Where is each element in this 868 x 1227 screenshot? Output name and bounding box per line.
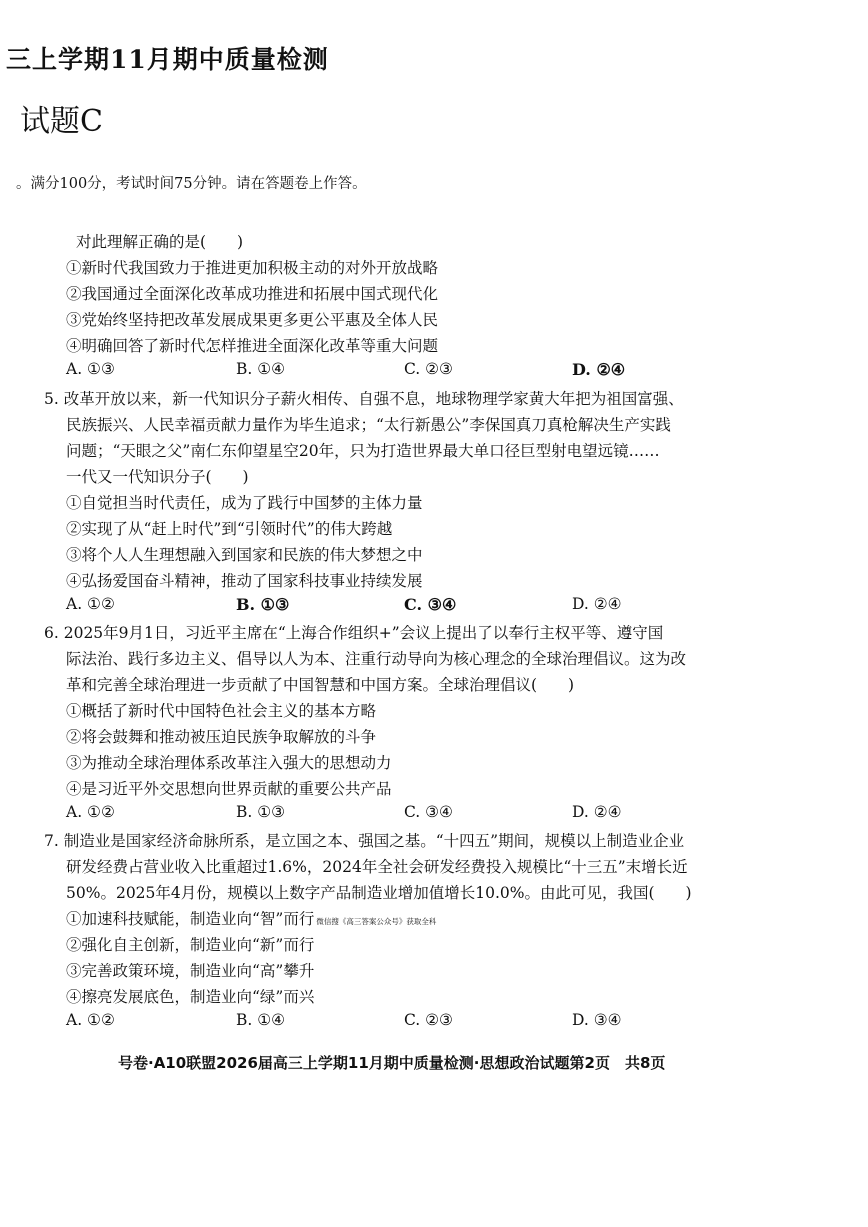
exam-note: 。满分100分，考试时间75分钟。请在答题卷上作答。 (16, 176, 367, 192)
q7-option-a: A. ①② (66, 1011, 115, 1029)
q4-option-b: B. ①④ (236, 360, 286, 378)
q7-item-1-text: ①加速科技赋能，制造业向“智”而行 (66, 910, 315, 928)
q6-option-c: C. ③④ (404, 803, 453, 821)
q6-item-2: ②将会鼓舞和推动被压迫民族争取解放的斗争 (66, 728, 377, 746)
q4-option-c: C. ②③ (404, 360, 453, 378)
q6-line-2: 际法治、践行多边主义、倡导以人为本、注重行动导向为核心理念的全球治理倡议。这为改 (66, 650, 687, 668)
q7-item-2: ②强化自主创新，制造业向“新”而行 (66, 936, 315, 954)
q7-item-4: ④擦亮发展底色，制造业向“绿”而兴 (66, 988, 315, 1006)
q4-option-d: D. ②④ (572, 360, 626, 379)
q7-line-1: 7. 制造业是国家经济命脉所系，是立国之本、强国之基。“十四五”期间，规模以上制造业企业 (44, 832, 685, 850)
q5-item-1: ①自觉担当时代责任，成为了践行中国梦的主体力量 (66, 494, 423, 512)
q7-line-2: 研发经费占营业收入比重超过1.6%，2024年全社会研发经费投入规模比“十三五”末增长近 (66, 858, 688, 876)
q7-option-d: D. ③④ (572, 1011, 622, 1029)
q6-option-d: D. ②④ (572, 803, 622, 821)
exam-subtitle: 试题C (20, 104, 103, 139)
exam-title: 三上学期11月期中质量检测 (6, 45, 329, 74)
q4-option-a: A. ①③ (66, 360, 115, 378)
q4-item-3: ③党始终坚持把改革发展成果更多更公平惠及全体人民 (66, 311, 439, 329)
q4-item-4: ④明确回答了新时代怎样推进全面深化改革等重大问题 (66, 337, 439, 355)
q6-option-b: B. ①③ (236, 803, 286, 821)
q7-option-b: B. ①④ (236, 1011, 286, 1029)
q5-line-3: 问题；“天眼之父”南仁东仰望星空20年，只为打造世界最大单口径巨型射电望远镜…… (66, 442, 660, 460)
q5-line-4: 一代又一代知识分子( ) (66, 468, 249, 486)
q7-item-3: ③完善政策环境，制造业向“高”攀升 (66, 962, 315, 980)
q4-item-2: ②我国通过全面深化改革成功推进和拓展中国式现代化 (66, 285, 439, 303)
q6-line-1: 6. 2025年9月1日，习近平主席在“上海合作组织+”会议上提出了以奉行主权平等、遵守国 (44, 624, 664, 642)
q6-item-4: ④是习近平外交思想向世界贡献的重要公共产品 (66, 780, 392, 798)
q7-item-1 (66, 907, 436, 929)
q5-line-2: 民族振兴、人民幸福贡献力量作为毕生追求；“太行新愚公”李保国真刀真枪解决生产实践 (66, 416, 671, 434)
q7-line-3: 50%。2025年4月份，规模以上数字产品制造业增加值增长10.0%。由此可见，我国( ) (66, 884, 692, 902)
q6-item-1: ①概括了新时代中国特色社会主义的基本方略 (66, 702, 377, 720)
q6-line-3: 革和完善全球治理进一步贡献了中国智慧和中国方案。全球治理倡议( ) (66, 676, 575, 694)
q5-option-d: D. ②④ (572, 595, 622, 613)
q5-option-a: A. ①② (66, 595, 115, 613)
q5-line-1: 5. 改革开放以来，新一代知识分子薪火相传、自强不息，地球物理学家黄大年把为祖国富强、 (44, 390, 684, 408)
page-footer: 号卷·A10联盟2026届高三上学期11月期中质量检测·思想政治试题第2页 共8页 (118, 1054, 666, 1072)
q5-item-4: ④弘扬爱国奋斗精神，推动了国家科技事业持续发展 (66, 572, 423, 590)
q7-option-c: C. ②③ (404, 1011, 453, 1029)
q5-item-2: ②实现了从“赶上时代”到“引领时代”的伟大跨越 (66, 520, 393, 538)
q5-item-3: ③将个人人生理想融入到国家和民族的伟大梦想之中 (66, 546, 423, 564)
q5-option-c: C. ③④ (404, 595, 457, 614)
q4-stem: 对此理解正确的是( ) (76, 233, 244, 251)
q6-option-a: A. ①② (66, 803, 115, 821)
q4-item-1: ①新时代我国致力于推进更加积极主动的对外开放战略 (66, 259, 439, 277)
q5-option-b: B. ①③ (236, 595, 290, 614)
watermark-text: 微信搜《高三答案公众号》获取全科 (316, 917, 437, 926)
q6-item-3: ③为推动全球治理体系改革注入强大的思想动力 (66, 754, 392, 772)
